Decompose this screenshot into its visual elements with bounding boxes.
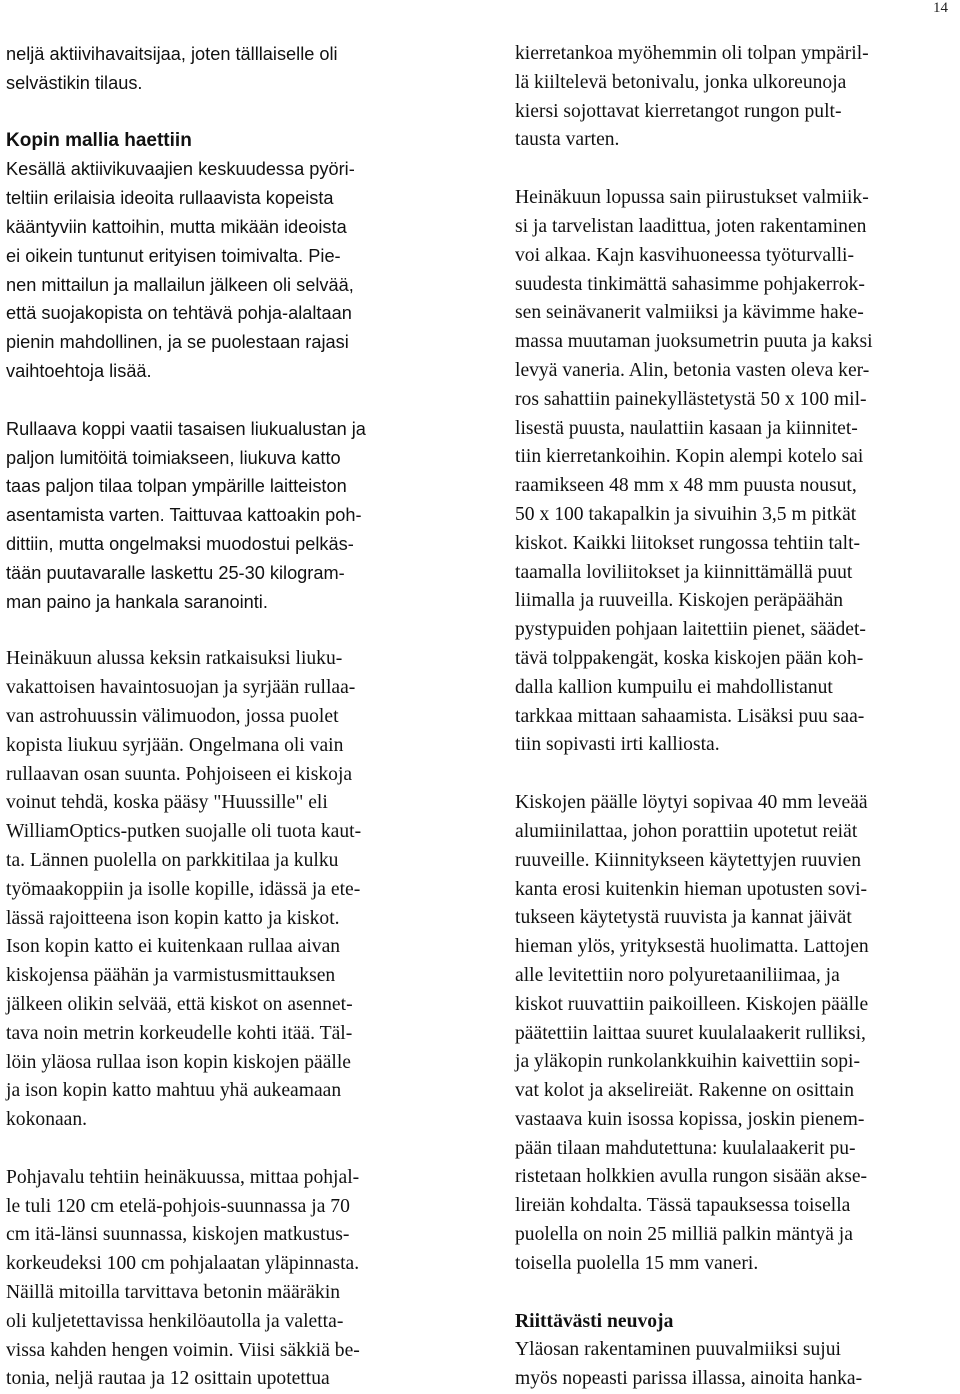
text-line: lässä rajoitteena ison kopin katto ja kiskot. (6, 907, 340, 929)
text-line: man paino ja hankala saranointi. (6, 591, 268, 612)
text-line: korkeudeksi 100 cm pohjalaatan yläpinnasta. (6, 1253, 360, 1275)
text-line: vastaava kuin isossa kopissa, joskin pienem- (515, 1108, 865, 1130)
text-line: vissa kahden hengen voimin. Viisi säkkiä be- (6, 1339, 360, 1361)
text-line: massa muutaman juoksumetrin puuta ja kaksi (515, 331, 873, 353)
text-line: Ison kopin katto ei kuitenkaan rullaa aivan (6, 936, 341, 958)
text-line: vakattoisen havaintosuojan ja syrjään rullaa- (6, 677, 356, 699)
intro-paragraph (6, 40, 454, 98)
text-line: jälkeen olikin selvää, että kiskot on asennet- (6, 993, 353, 1015)
text-line: toisella puolella 15 mm vaneri. (515, 1252, 759, 1274)
text-line: puolella on noin 25 milliä palkin mäntyä ja (515, 1224, 853, 1246)
text-line: Kesällä aktiivikuvaajien keskuudessa pyöri- (6, 159, 355, 180)
page-number: 14 (933, 0, 948, 16)
text-line: ruuveille. Kiinnitykseen käytettyjen ruuvien (515, 849, 862, 871)
text-line: työmaakoppiin ja isolle kopille, idässä ja ete- (6, 878, 361, 900)
text-line: vaihtoehtoja lisää. (6, 360, 152, 381)
text-line: ros sahattiin painekyllästetystä 50 x 100 mil- (515, 388, 867, 410)
text-line: alle levitettiin noro polyuretaaniliimaa, ja (515, 964, 840, 986)
paragraph (515, 184, 955, 760)
paragraph (515, 1336, 955, 1394)
text-line: hieman ylös, yrityksestä huolimatta. Lattojen (515, 936, 869, 958)
text-line: lireiän kohdalta. Tässä tapauksessa toisella (515, 1195, 851, 1217)
paragraph (6, 1164, 454, 1394)
text-line: taas paljon tilaa tolpan ympärille laitteiston (6, 476, 347, 497)
left-column (6, 40, 454, 1394)
text-line: Kiskojen päälle löytyi sopivaa 40 mm leveää (515, 792, 868, 814)
text-line: tiin sopivasti irti kalliosta. (515, 734, 720, 756)
text-line: vat kolot ja akselireiät. Rakenne on osittain (515, 1080, 854, 1102)
text-line: Yläosan rakentaminen puuvalmiiksi sujui (515, 1339, 841, 1361)
text-line: tava noin metrin korkeudelle kohti itää. Täl- (6, 1022, 353, 1044)
text-line: si ja tarvelistan laadittua, joten rakentaminen (515, 215, 867, 237)
text-line: dalla kallion kumpuilu ei mahdollistanut (515, 676, 833, 698)
section-heading-kopin-mallia: Kopin mallia haettiin (6, 129, 192, 151)
text-line: ja yläkopin runkolankkuihin kaivettiin sopi- (515, 1051, 861, 1073)
paragraph (6, 415, 454, 617)
text-line: kokonaan. (6, 1109, 88, 1131)
text-line: asentamista varten. Taittuvaa kattoakin poh- (6, 505, 362, 526)
text-line: taamalla loviliitokset ja kiinnittämällä puut (515, 561, 853, 583)
text-line: lä kiiltelevä betonivalu, jonka ulkoreunoja (515, 71, 847, 93)
text-line: tonia, neljä rautaa ja 12 osittain upotettua (6, 1368, 330, 1390)
text-line: kiskot. Kaikki liitokset rungossa tehtiin talt- (515, 532, 861, 554)
text-line: liimalla ja ruuveilla. Kiskojen peräpäähän (515, 590, 844, 612)
text-line: oli kuljetettavissa henkilöautolla ja valetta- (6, 1310, 344, 1332)
text-line: levyä vaneria. Alin, betonia vasten oleva ker- (515, 359, 870, 381)
text-line: tausta varten. (515, 129, 620, 151)
text-line: raamikseen 48 mm x 48 mm puusta nousut, (515, 475, 857, 497)
text-line: ja ison kopin katto mahtuu yhä aukeamaan (6, 1080, 342, 1102)
text-line: myös nopeasti parissa illassa, ainoita hanka- (515, 1368, 863, 1390)
text-line: teltiin erilaisia ideoita rullaavista kopeista (6, 188, 334, 209)
paragraph (6, 155, 454, 385)
text-line: van astrohuussin välimuodon, jossa puolet (6, 705, 339, 727)
text-line: cm itä-länsi suunnassa, kiskojen matkustus- (6, 1224, 350, 1246)
text-line: 50 x 100 takapalkin ja sivuihin 3,5 m pitkät (515, 503, 857, 525)
text-line: kiskot ruuvattiin paikoilleen. Kiskojen päälle (515, 993, 869, 1015)
text-line: päätettiin laittaa suuret kuulalaakerit rulliksi, (515, 1022, 866, 1044)
text-line: rullaavan osan suunta. Pohjoiseen ei kiskoja (6, 763, 353, 785)
text-line: Näillä mitoilla tarvittava betonin määräkin (6, 1282, 341, 1304)
text-line: kiersi sojottavat kierretangot rungon pult- (515, 100, 842, 122)
text-line: paljon lumitöitä toimiakseen, liukuva katto (6, 447, 341, 468)
text-line: ristetaan holkkien avulla rungon sisään akse- (515, 1166, 868, 1188)
text-line: le tuli 120 cm etelä-pohjois-suunnassa ja 70 (6, 1195, 350, 1217)
text-line: löin yläosa rullaa ison kopin kiskojen päälle (6, 1051, 351, 1073)
text-line: dittiin, mutta ongelmaksi muodostui pelkäs- (6, 533, 354, 554)
text-line: selvästikin tilaus. (6, 72, 143, 93)
text-line: ei oikein tuntunut erityisen toimivalta. Pie- (6, 245, 341, 266)
text-line: voi alkaa. Kajn kasvihuoneessa työturvalli- (515, 244, 854, 266)
text-line: kääntyviin kattoihin, mutta mikään ideoista (6, 216, 347, 237)
text-line: kierretankoa myöhemmin oli tolpan ympäril- (515, 43, 869, 64)
text-line: kanta erosi kuitenkin hieman upotusten sovi- (515, 878, 868, 900)
text-line: kopista liukuu syrjään. Ongelmana oli vain (6, 734, 344, 756)
text-line: Heinäkuun alussa keksin ratkaisuksi liuku- (6, 648, 343, 670)
text-line: tään puutavaralle laskettu 25-30 kilogram- (6, 562, 345, 583)
paragraph (515, 40, 955, 155)
text-line: tävä tolppakengät, koska kiskojen pään koh- (515, 647, 864, 669)
text-line: WilliamOptics-putken suojalle oli tuota kaut- (6, 821, 362, 843)
text-line: sen seinävanerit valmiiksi ja kävimme hake- (515, 302, 864, 324)
text-line: voinut tehdä, koska pääsy "Huussille" eli (6, 792, 328, 814)
text-line: alumiinilattaa, johon porattiin upotetut reiät (515, 820, 858, 842)
text-line: tukseen käytetystä ruuvista ja kannat jäivät (515, 907, 852, 929)
text-line: lisestä puusta, naulattiin kasaan ja kiinnitet- (515, 417, 858, 439)
text-line: nen mittailun ja mallailun jälkeen oli selvää, (6, 274, 354, 295)
text-line: Rullaava koppi vaatii tasaisen liukualustan ja (6, 418, 366, 439)
text-line: pystypuiden pohjaan laitettiin pienet, säädet- (515, 619, 866, 641)
section-heading-riittavasti-neuvoja: Riittävästi neuvoja (515, 1310, 674, 1332)
paragraph (515, 789, 955, 1279)
right-column (515, 40, 955, 1394)
text-line: pienin mahdollinen, ja se puolestaan rajasi (6, 332, 349, 353)
text-line: tarkkaa mittaan sahaamista. Lisäksi puu saa- (515, 705, 865, 727)
text-line: pään tilaan mahdutettuna: kuulalaakerit pu- (515, 1137, 856, 1159)
text-line: Heinäkuun lopussa sain piirustukset valmiik- (515, 187, 869, 209)
text-line: ta. Lännen puolella on parkkitilaa ja kulku (6, 849, 339, 871)
text-line: tiin kierretankoihin. Kopin alempi kotelo sai (515, 446, 864, 468)
text-line: kiskojensa päähän ja varmistusmittauksen (6, 965, 336, 987)
text-line: neljä aktiivihavaitsijaa, joten tälllaiselle oli (6, 44, 338, 64)
paragraph (6, 645, 454, 1135)
text-line: Pohjavalu tehtiin heinäkuussa, mittaa pohjal- (6, 1166, 360, 1188)
text-line: että suojakopista on tehtävä pohja-alaltaan (6, 303, 352, 324)
text-line: suudesta tinkimättä sahasimme pohjakerrok- (515, 273, 865, 295)
